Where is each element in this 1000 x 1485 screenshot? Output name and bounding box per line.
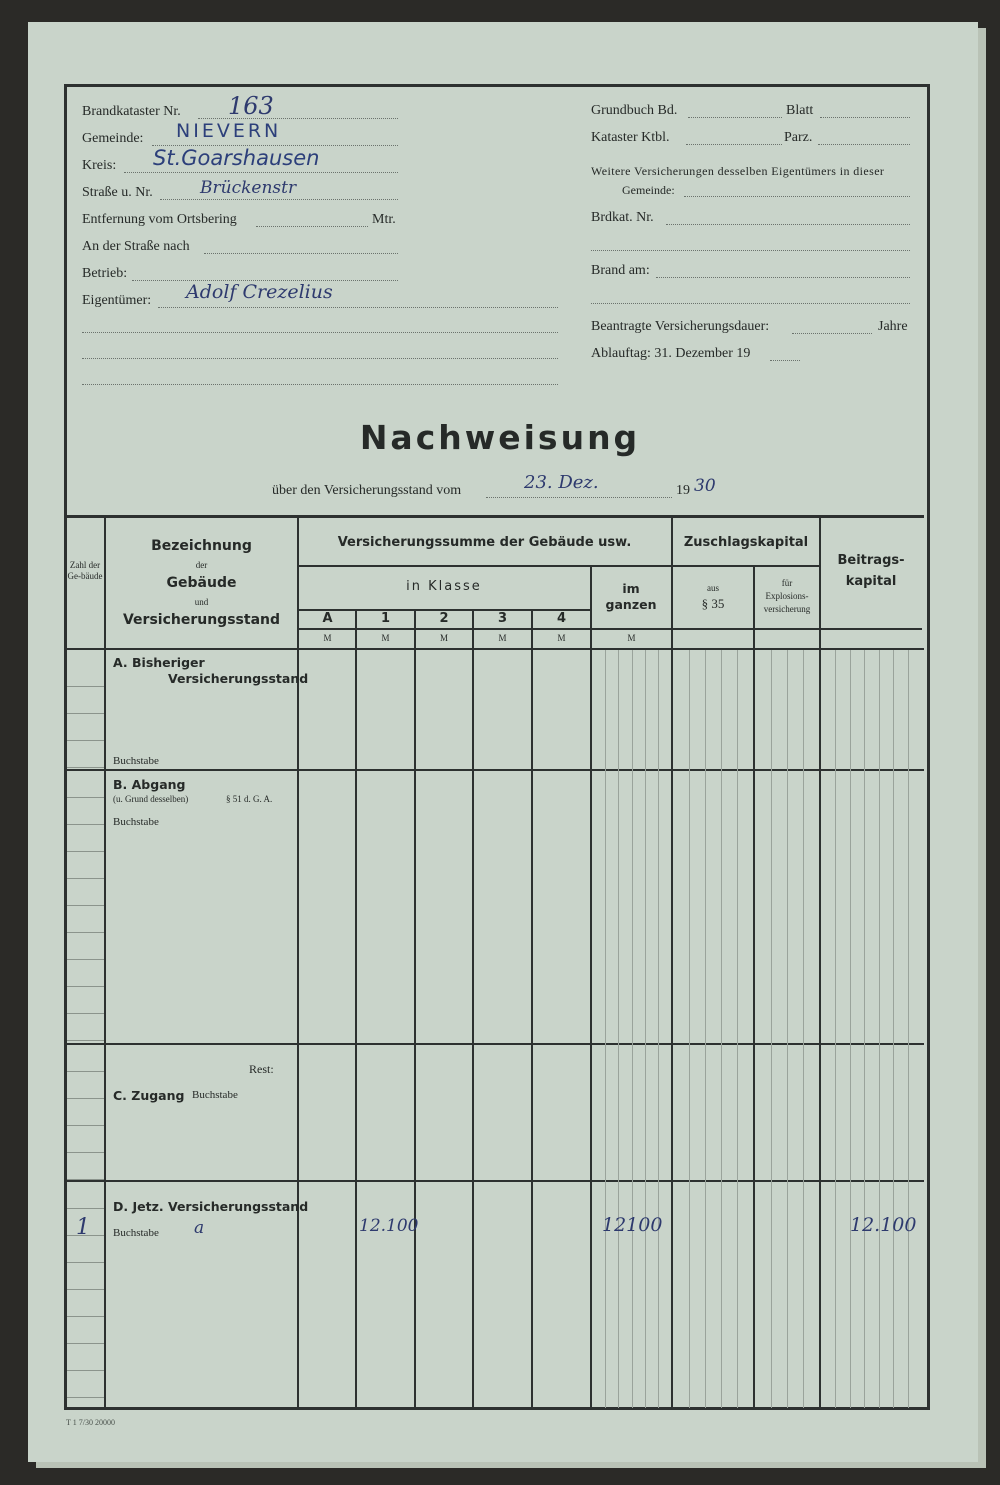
strasse-label: Straße u. Nr. (82, 185, 153, 200)
grundbuch-label: Grundbuch Bd. (591, 103, 678, 118)
thin-column-line (605, 650, 606, 1408)
subtitle-date-value: 23. Dez. (524, 472, 599, 493)
thin-column-line (803, 650, 804, 1408)
an-der-strasse-label: An der Straße nach (82, 239, 190, 254)
thin-row-line (67, 986, 104, 987)
thin-row-line (67, 1071, 104, 1072)
kreis-value: St.Goarshausen (153, 146, 320, 170)
table-header-bottom-rule (64, 648, 924, 650)
strasse-value: Brückenstr (200, 178, 297, 198)
section-rest: Rest: (249, 1062, 274, 1076)
section-d-klasse1-value: 12.100 (359, 1216, 419, 1236)
col-rule-aus35 (753, 565, 755, 1408)
section-a-title: A. Bisheriger (113, 655, 205, 670)
thin-row-line (67, 1316, 104, 1317)
beitrag-header-2: kapital (845, 574, 897, 589)
klasse-label: A (322, 611, 333, 626)
parz-label: Parz. (784, 130, 813, 145)
section-b-bottom-rule (64, 1043, 924, 1045)
col-rule-bez (297, 518, 299, 1408)
thin-row-line (67, 1397, 104, 1398)
unit-label: M (439, 633, 448, 643)
thin-column-line (879, 650, 880, 1408)
unit-label: M (381, 633, 390, 643)
section-d-beitrag-value: 12.100 (850, 1214, 917, 1236)
col-rule-zahl (104, 518, 106, 1408)
weitere-label-2: Gemeinde: (622, 183, 675, 197)
brandkataster-label: Brandkataster Nr. (82, 104, 181, 119)
thin-row-line (67, 1343, 104, 1344)
col-rule-1 (414, 609, 416, 1408)
col-rule-4 (590, 565, 592, 1408)
thin-column-line (721, 650, 722, 1408)
klasse-label: 3 (497, 611, 508, 626)
section-c-title: C. Zugang (113, 1088, 185, 1103)
gemeinde-label: Gemeinde: (82, 131, 144, 146)
section-d-zahl-value: 1 (76, 1215, 90, 1240)
col-rule-ganzen (671, 518, 673, 1408)
explosion-label-1: Explosions- (765, 591, 809, 601)
thin-column-line (618, 650, 619, 1408)
kataster-label: Kataster Ktbl. (591, 130, 670, 145)
fuer-label: für (781, 578, 793, 588)
section-d-buchstabe-value: a (194, 1218, 205, 1238)
thin-column-line (908, 650, 909, 1408)
subtitle-year-prefix: 19 (676, 483, 690, 498)
thin-row-line (67, 767, 104, 768)
section-b-sub: (u. Grund desselben) (113, 794, 189, 804)
explosion-label-2: versicherung (763, 604, 811, 614)
beitrag-header-1: Beitrags- (837, 553, 905, 568)
eigentuemer-value: Adolf Crezelius (186, 281, 333, 303)
thin-column-line (835, 650, 836, 1408)
section-c-buchstabe: Buchstabe (192, 1089, 238, 1101)
subtitle-year-value: 30 (694, 476, 716, 496)
brand-line-2 (591, 303, 910, 304)
dauer-unit: Jahre (878, 319, 908, 334)
blatt-label: Blatt (786, 103, 814, 118)
thin-column-line (658, 650, 659, 1408)
gemeinde-value: NIEVERN (176, 120, 282, 142)
par35-label: § 35 (701, 596, 725, 611)
dauer-line (792, 333, 872, 334)
parz-line (818, 144, 910, 145)
aus-label: aus (707, 583, 719, 593)
thin-row-line (67, 1040, 104, 1041)
betrieb-label: Betrieb: (82, 266, 128, 281)
klasse-label: 2 (439, 611, 449, 626)
thin-column-line (737, 650, 738, 1408)
blatt-line (820, 117, 910, 118)
thin-row-line (67, 1262, 104, 1263)
page-title: Nachweisung (359, 418, 641, 457)
eigentuemer-line-2 (82, 332, 558, 333)
im-ganzen-2: ganzen (605, 597, 657, 612)
eigentuemer-line-3 (82, 358, 558, 359)
unit-label: M (557, 633, 566, 643)
thin-row-line (67, 1152, 104, 1153)
bez-header-3: Gebäude (166, 575, 237, 591)
thin-row-line (67, 713, 104, 714)
thin-column-line (850, 650, 851, 1408)
thin-row-line (67, 959, 104, 960)
thin-row-line (67, 824, 104, 825)
thin-row-line (67, 932, 104, 933)
brdkat-line-2 (591, 250, 910, 251)
kreis-label: Kreis: (82, 158, 117, 173)
section-d-buchstabe: Buchstabe (113, 1227, 159, 1239)
thin-row-line (67, 1289, 104, 1290)
bez-header-4: und (194, 597, 209, 607)
subtitle-prefix: über den Versicherungsstand vom (272, 483, 462, 498)
thin-column-line (771, 650, 772, 1408)
eigentuemer-label: Eigentümer: (82, 293, 152, 308)
section-b-para: § 51 d. G. A. (226, 794, 273, 804)
ablauf-label: Ablauftag: 31. Dezember 19 (591, 346, 751, 361)
zuschlag-header: Zuschlagskapital (683, 535, 809, 550)
unit-label: M (498, 633, 507, 643)
vsumme-header: Versicherungssumme der Gebäude usw. (337, 535, 632, 550)
grundbuch-line (688, 117, 782, 118)
strasse-line (160, 199, 398, 200)
weitere-line (684, 196, 910, 197)
thin-row-line (67, 1013, 104, 1014)
eigentuemer-line (158, 307, 558, 308)
col-rule-a (355, 609, 357, 1408)
section-b-buchstabe: Buchstabe (113, 816, 159, 828)
section-a-bottom-rule (64, 769, 924, 771)
thin-row-line (67, 1208, 104, 1209)
thin-row-line (67, 740, 104, 741)
thin-column-line (632, 650, 633, 1408)
thin-column-line (705, 650, 706, 1408)
thin-row-line (67, 1370, 104, 1371)
kreis-line (124, 172, 398, 173)
brand-line (656, 277, 910, 278)
thin-row-line (67, 878, 104, 879)
thin-row-line (67, 1179, 104, 1180)
section-c-bottom-rule (64, 1180, 924, 1182)
ablauf-line (770, 360, 800, 361)
subtitle-date-line (486, 497, 672, 498)
thin-row-line (67, 1125, 104, 1126)
zahl-header: Zahl der Ge-bäude (67, 560, 103, 581)
dauer-label: Beantragte Versicherungsdauer: (591, 319, 770, 334)
bez-header-1: Bezeichnung (151, 538, 252, 554)
vsumme-rule (298, 565, 672, 567)
thin-row-line (67, 905, 104, 906)
klasse-label: 4 (556, 611, 567, 626)
unit-row-rule (298, 628, 922, 630)
unit-label: M (323, 633, 332, 643)
section-a-title-2: Versicherungsstand (168, 671, 309, 686)
table-top-rule (64, 515, 924, 518)
col-rule-2 (472, 609, 474, 1408)
brdkat-label: Brdkat. Nr. (591, 210, 654, 225)
thin-row-line (67, 686, 104, 687)
klasse-label: 1 (380, 611, 391, 626)
brand-label: Brand am: (591, 263, 650, 278)
bez-header-2: der (195, 560, 208, 570)
thin-row-line (67, 1098, 104, 1099)
weitere-label: Weitere Versicherungen desselben Eigentümers in dieser (591, 164, 885, 178)
brandkataster-value: 163 (228, 92, 274, 120)
zuschlag-rule (672, 565, 820, 567)
thin-column-line (689, 650, 690, 1408)
thin-column-line (645, 650, 646, 1408)
im-ganzen-1: im (622, 581, 640, 596)
bez-header-5: Versicherungsstand (122, 612, 280, 628)
thin-row-line (67, 797, 104, 798)
entfernung-line (256, 226, 368, 227)
an-der-strasse-line (204, 253, 398, 254)
section-d-ganzen-value: 12100 (602, 1214, 663, 1236)
eigentuemer-line-4 (82, 384, 558, 385)
col-rule-3 (531, 609, 533, 1408)
section-a-buchstabe: Buchstabe (113, 755, 159, 767)
section-d-title: D. Jetz. Versicherungsstand (113, 1199, 309, 1214)
entfernung-unit: Mtr. (372, 212, 396, 227)
in-klasse-header: in Klasse (406, 579, 482, 594)
entfernung-label: Entfernung vom Ortsbering (82, 212, 237, 227)
thin-column-line (864, 650, 865, 1408)
brdkat-line (666, 224, 910, 225)
unit-label: M (627, 633, 636, 643)
col-rule-explosion (819, 518, 821, 1408)
section-b-title: B. Abgang (113, 777, 186, 792)
thin-column-line (787, 650, 788, 1408)
kataster-line (686, 144, 782, 145)
thin-row-line (67, 851, 104, 852)
thin-column-line (893, 650, 894, 1408)
footer-print-code: T 1 7/30 20000 (66, 1418, 115, 1427)
